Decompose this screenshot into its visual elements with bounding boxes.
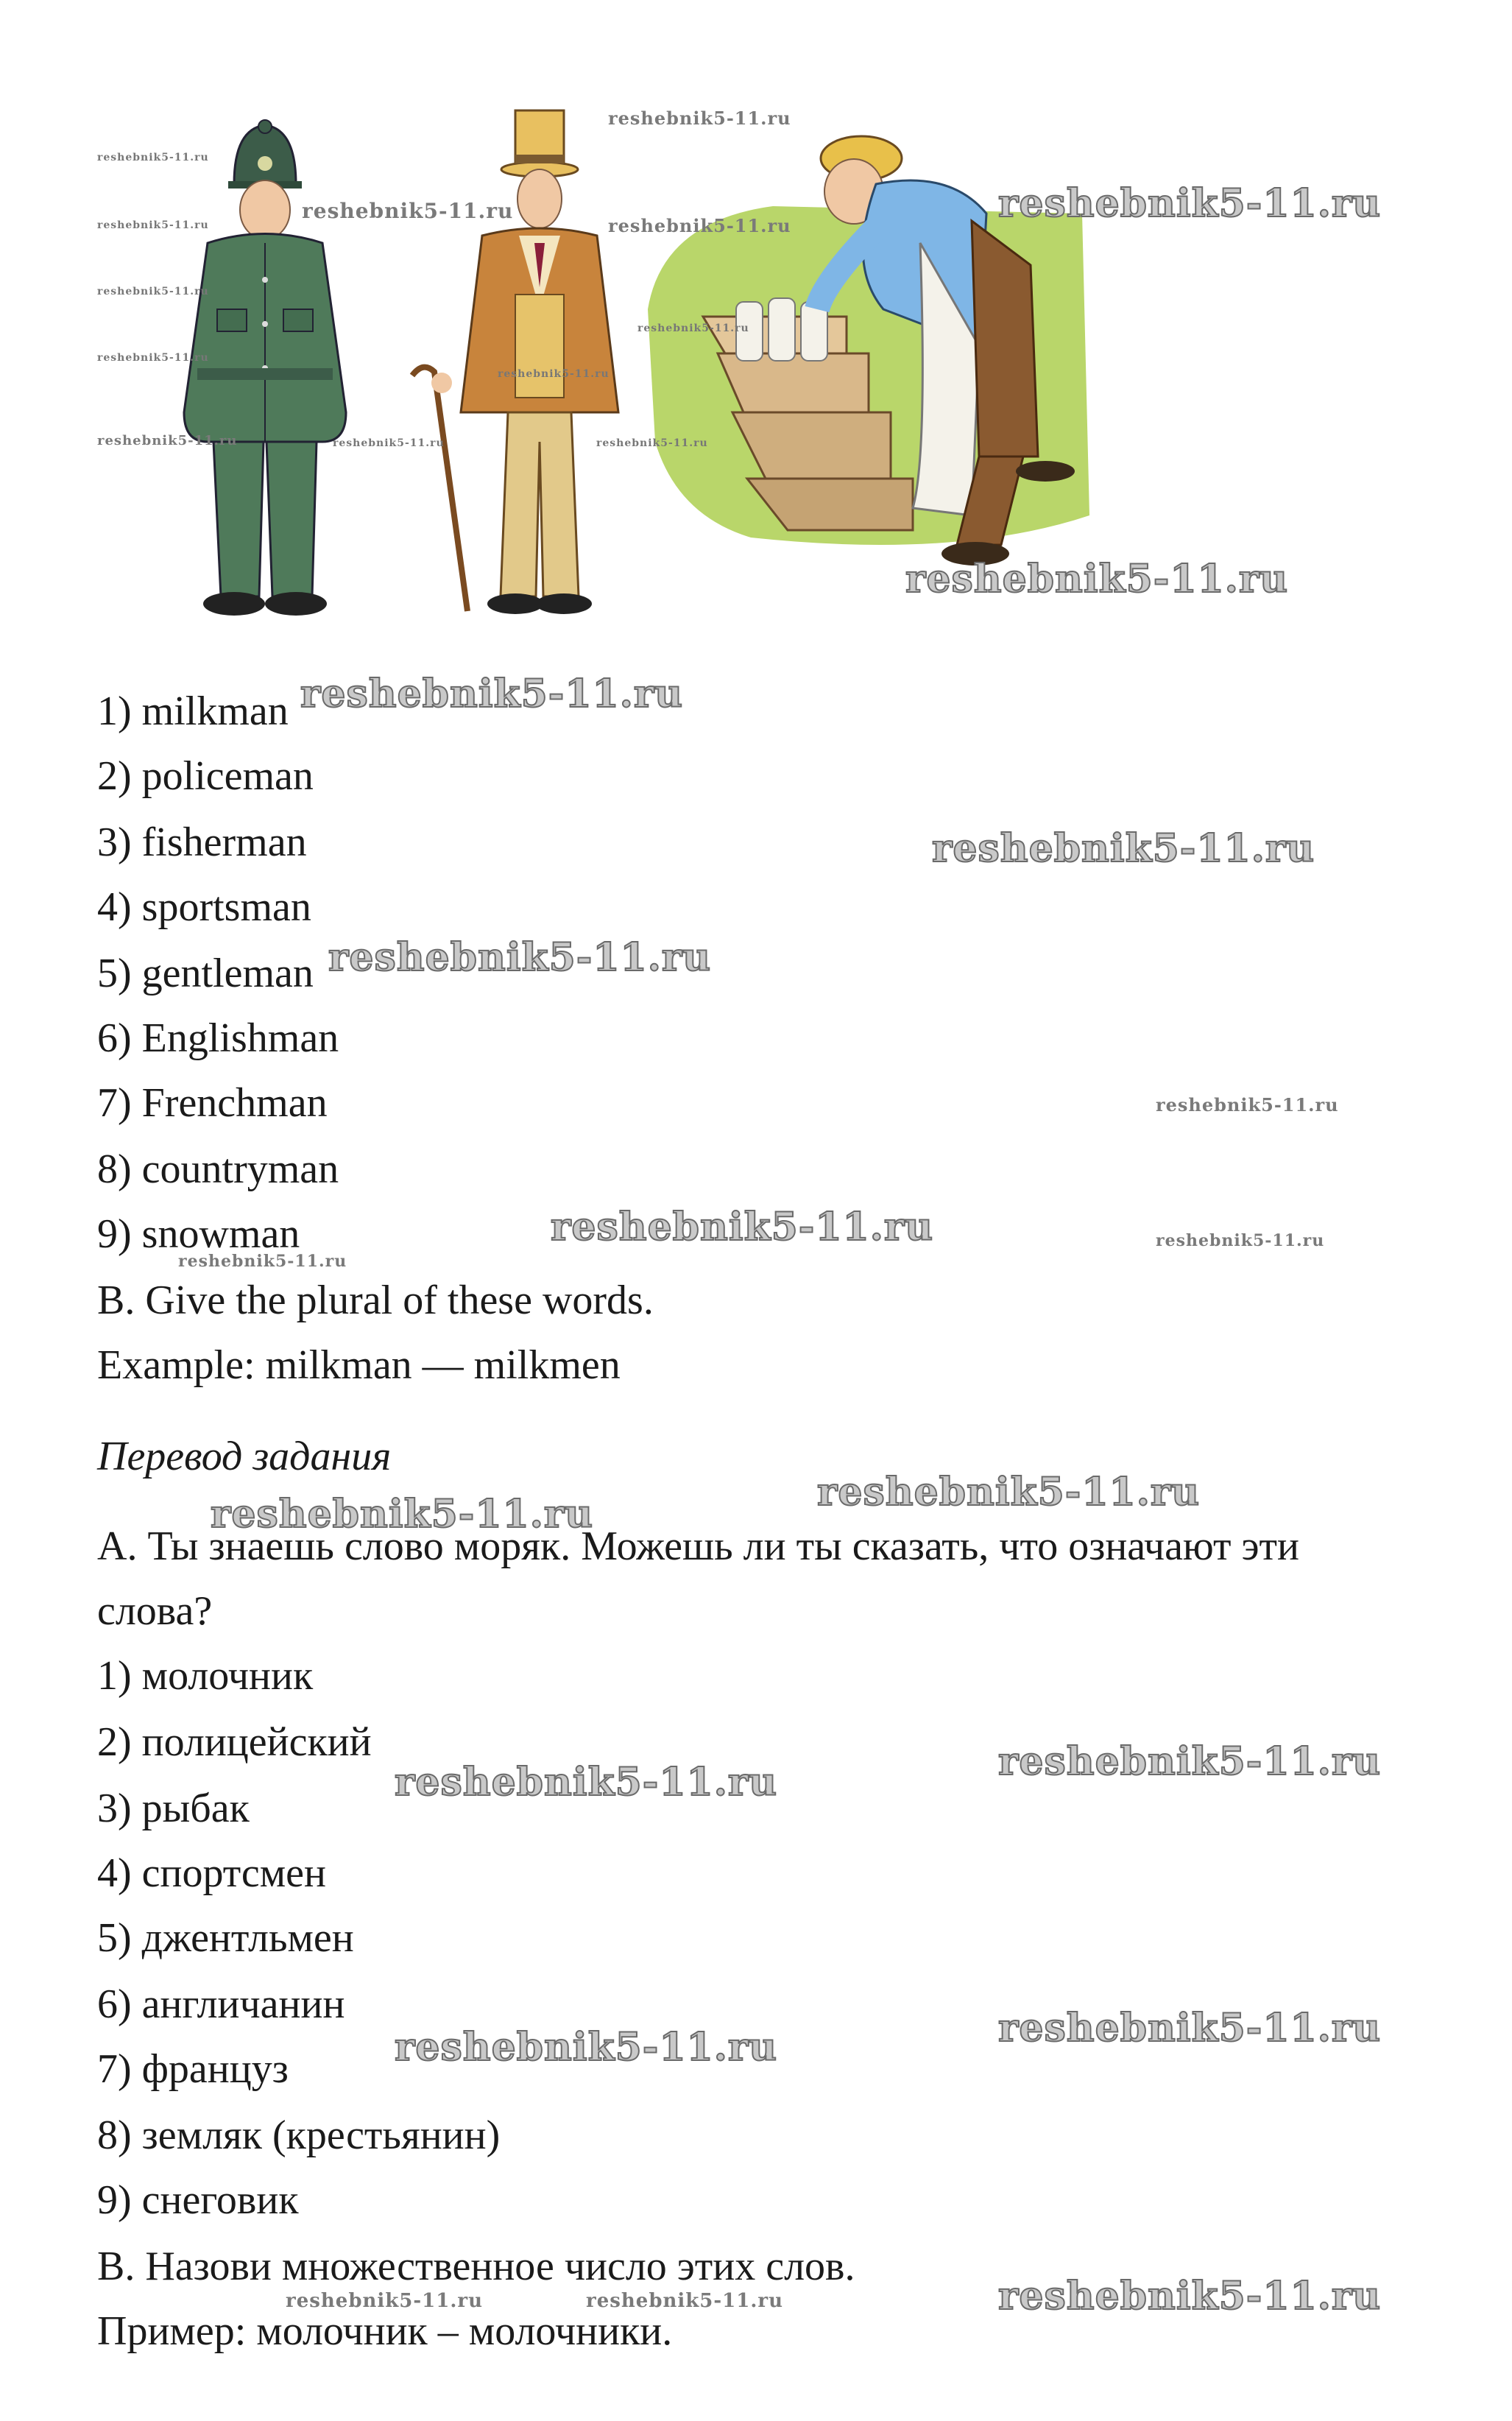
policeman-figure bbox=[184, 120, 346, 616]
watermark: reshebnik5-11.ru bbox=[333, 437, 445, 449]
russian-item-3: 3) рыбак bbox=[97, 1786, 250, 1831]
english-item-3: 3) fisherman bbox=[97, 820, 307, 865]
example-english: Example: milkman — milkmen bbox=[97, 1342, 621, 1388]
watermark: reshebnik5-11.ru bbox=[97, 152, 209, 163]
watermark: reshebnik5-11.ru bbox=[328, 935, 712, 980]
watermark: reshebnik5-11.ru bbox=[178, 1252, 347, 1271]
english-item-4: 4) sportsman bbox=[97, 884, 311, 930]
russian-item-1: 1) молочник bbox=[97, 1653, 314, 1699]
english-item-7: 7) Frenchman bbox=[97, 1080, 328, 1126]
watermark: reshebnik5-11.ru bbox=[608, 108, 791, 129]
watermark: reshebnik5-11.ru bbox=[211, 1492, 594, 1537]
russian-item-5: 5) джентльмен bbox=[97, 1915, 354, 1961]
watermark: reshebnik5-11.ru bbox=[300, 672, 684, 716]
gentleman-figure bbox=[412, 110, 618, 614]
translation-heading: Перевод задания bbox=[97, 1434, 392, 1479]
watermark: reshebnik5-11.ru bbox=[905, 557, 1289, 602]
watermark: reshebnik5-11.ru bbox=[596, 437, 708, 449]
watermark: reshebnik5-11.ru bbox=[97, 219, 209, 231]
task-a-russian-line1: А. Ты знаешь слово моряк. Можешь ли ты сказать, что означают эти bbox=[97, 1523, 1299, 1569]
watermark: reshebnik5-11.ru bbox=[286, 2290, 484, 2312]
watermark: reshebnik5-11.ru bbox=[97, 286, 209, 297]
watermark: reshebnik5-11.ru bbox=[998, 181, 1382, 226]
english-item-8: 8) countryman bbox=[97, 1146, 339, 1192]
russian-item-6: 6) англичанин bbox=[97, 1981, 345, 2027]
task-b-russian: В. Назови множественное число этих слов. bbox=[97, 2244, 855, 2289]
watermark: reshebnik5-11.ru bbox=[551, 1205, 934, 1250]
english-item-6: 6) Englishman bbox=[97, 1015, 339, 1061]
watermark: reshebnik5-11.ru bbox=[998, 2274, 1382, 2319]
watermark: reshebnik5-11.ru bbox=[998, 2006, 1382, 2051]
watermark: reshebnik5-11.ru bbox=[498, 368, 610, 380]
english-item-2: 2) policeman bbox=[97, 753, 314, 799]
russian-item-2: 2) полицейский bbox=[97, 1719, 372, 1765]
russian-item-7: 7) француз bbox=[97, 2046, 289, 2092]
watermark: reshebnik5-11.ru bbox=[932, 826, 1315, 871]
watermark: reshebnik5-11.ru bbox=[998, 1739, 1382, 1784]
watermark: reshebnik5-11.ru bbox=[586, 2290, 784, 2312]
watermark: reshebnik5-11.ru bbox=[1156, 1094, 1339, 1116]
english-item-1: 1) milkman bbox=[97, 688, 289, 734]
task-a-russian-line2: слова? bbox=[97, 1588, 213, 1634]
russian-item-4: 4) спортсмен bbox=[97, 1850, 327, 1896]
task-b-english: B. Give the plural of these words. bbox=[97, 1278, 654, 1323]
watermark: reshebnik5-11.ru bbox=[97, 352, 209, 364]
watermark: reshebnik5-11.ru bbox=[97, 433, 238, 448]
watermark: reshebnik5-11.ru bbox=[608, 215, 791, 236]
watermark: reshebnik5-11.ru bbox=[1156, 1231, 1325, 1250]
watermark: reshebnik5-11.ru bbox=[302, 199, 514, 223]
example-russian: Пример: молочник – молочники. bbox=[97, 2308, 673, 2354]
russian-item-9: 9) снеговик bbox=[97, 2177, 299, 2223]
watermark: reshebnik5-11.ru bbox=[817, 1470, 1201, 1515]
english-item-9: 9) snowman bbox=[97, 1211, 300, 1257]
russian-item-8: 8) земляк (крестьянин) bbox=[97, 2112, 501, 2158]
watermark: reshebnik5-11.ru bbox=[395, 2025, 778, 2070]
watermark: reshebnik5-11.ru bbox=[395, 1760, 778, 1805]
watermark: reshebnik5-11.ru bbox=[637, 323, 749, 334]
english-item-5: 5) gentleman bbox=[97, 951, 314, 996]
illustration bbox=[0, 0, 1512, 648]
